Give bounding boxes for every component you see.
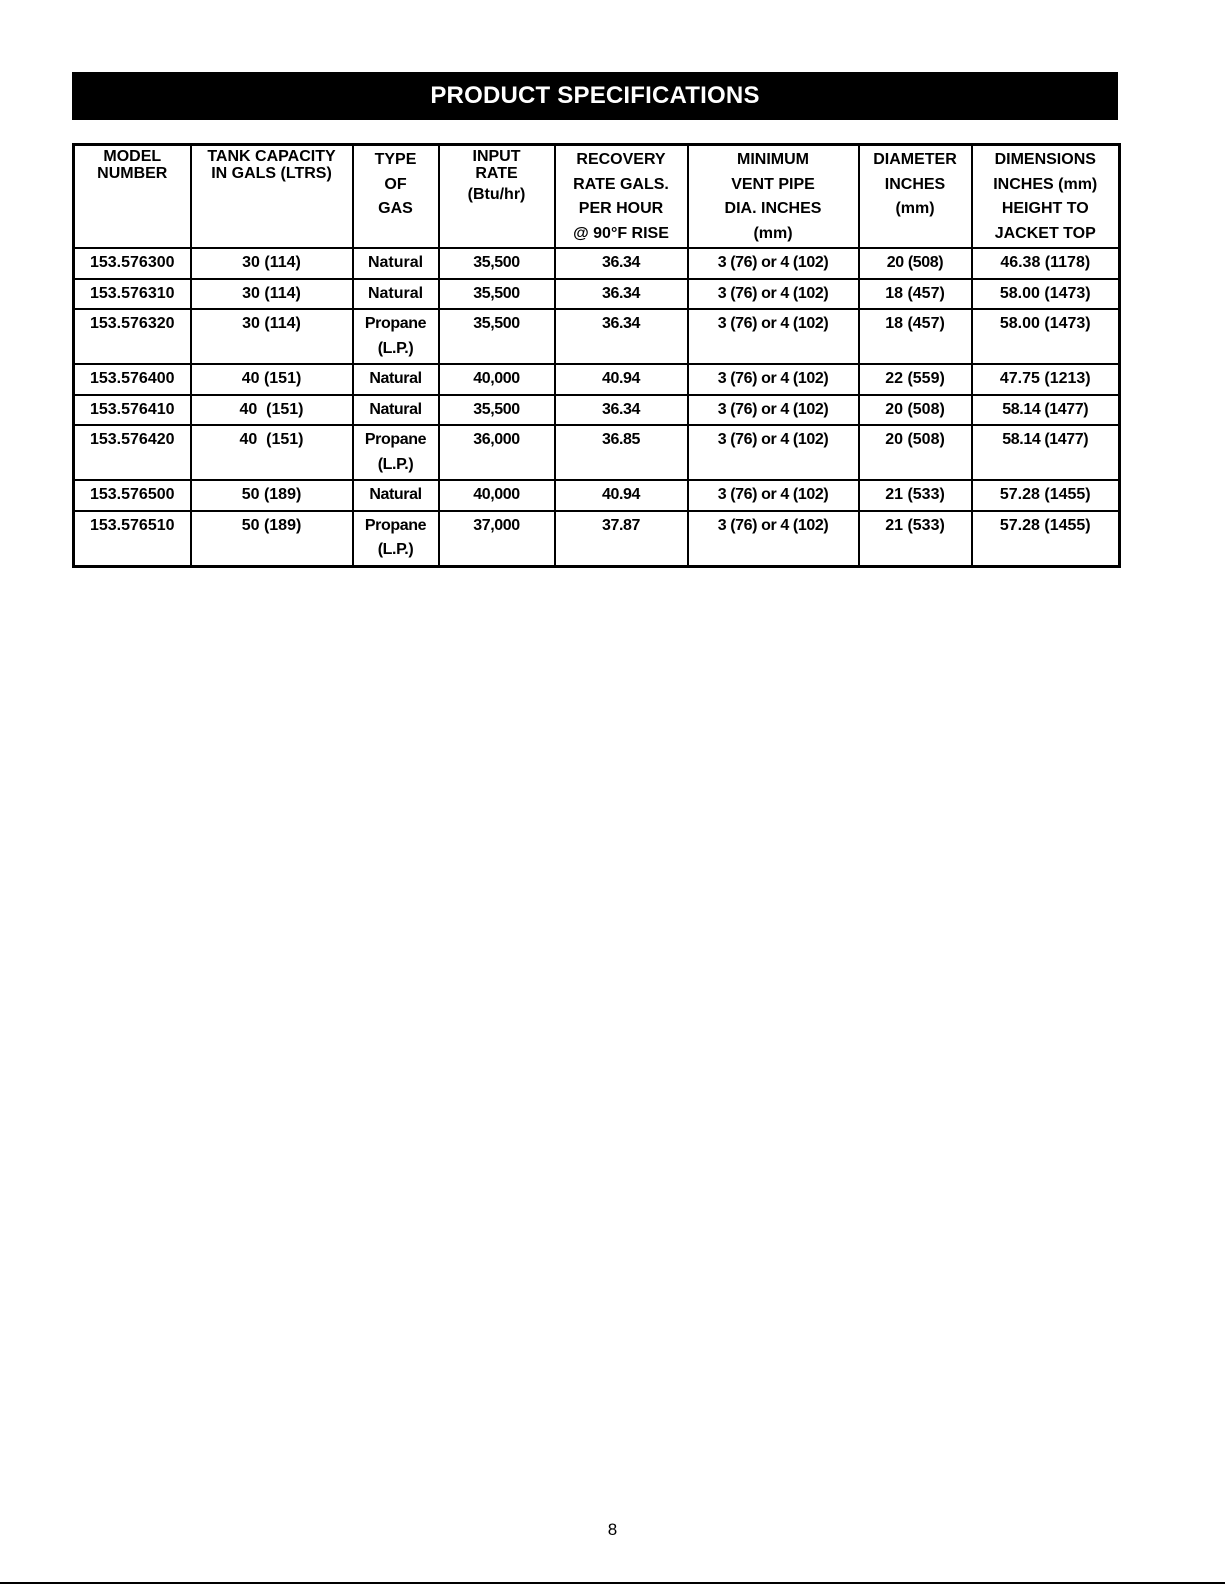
cell-tank-capacity: 40 (151)	[191, 395, 353, 426]
cell-model-number: 153.576410	[74, 395, 191, 426]
cell-diameter: 18 (457)	[859, 309, 972, 364]
cell-model-number: 153.576420	[74, 425, 191, 480]
cell-model-number: 153.576320	[74, 309, 191, 364]
cell-vent-pipe: 3 (76) or 4 (102)	[688, 248, 859, 279]
cell-diameter: 21 (533)	[859, 480, 972, 511]
cell-vent-pipe: 3 (76) or 4 (102)	[688, 364, 859, 395]
cell-height: 58.14 (1477)	[972, 395, 1120, 426]
cell-gas-type: Propane (L.P.)	[353, 511, 439, 567]
cell-input-rate: 35,500	[439, 395, 555, 426]
cell-tank-capacity: 40 (151)	[191, 425, 353, 480]
cell-recovery-rate: 36.34	[555, 395, 688, 426]
cell-gas-type: Propane (L.P.)	[353, 309, 439, 364]
header-recovery-rate: RECOVERY RATE GALS. PER HOUR @ 90°F RISE	[555, 145, 688, 249]
cell-vent-pipe: 3 (76) or 4 (102)	[688, 425, 859, 480]
cell-input-rate: 40,000	[439, 364, 555, 395]
table-row	[74, 425, 1120, 480]
cell-height: 58.14 (1477)	[972, 425, 1120, 480]
cell-height: 58.00 (1473)	[972, 279, 1120, 310]
table-row	[74, 309, 1120, 364]
table-header-row	[74, 145, 1120, 249]
cell-model-number: 153.576310	[74, 279, 191, 310]
cell-height: 46.38 (1178)	[972, 248, 1120, 279]
cell-height: 57.28 (1455)	[972, 511, 1120, 567]
cell-height: 47.75 (1213)	[972, 364, 1120, 395]
cell-recovery-rate: 40.94	[555, 364, 688, 395]
header-dimensions: DIMENSIONS INCHES (mm) HEIGHT TO JACKET TOP	[972, 145, 1120, 249]
cell-height: 58.00 (1473)	[972, 309, 1120, 364]
table-row	[74, 279, 1120, 310]
cell-recovery-rate: 37.87	[555, 511, 688, 567]
cell-diameter: 18 (457)	[859, 279, 972, 310]
cell-vent-pipe: 3 (76) or 4 (102)	[688, 395, 859, 426]
cell-vent-pipe: 3 (76) or 4 (102)	[688, 279, 859, 310]
cell-input-rate: 40,000	[439, 480, 555, 511]
cell-gas-type: Propane (L.P.)	[353, 425, 439, 480]
cell-gas-type: Natural	[353, 480, 439, 511]
table-row	[74, 395, 1120, 426]
cell-diameter: 20 (508)	[859, 425, 972, 480]
cell-recovery-rate: 36.85	[555, 425, 688, 480]
header-diameter: DIAMETER INCHES (mm)	[859, 145, 972, 249]
cell-tank-capacity: 50 (189)	[191, 480, 353, 511]
cell-recovery-rate: 36.34	[555, 279, 688, 310]
cell-gas-type: Natural	[353, 279, 439, 310]
table-row	[74, 364, 1120, 395]
header-type-of-gas: TYPE OF GAS	[353, 145, 439, 249]
cell-diameter: 22 (559)	[859, 364, 972, 395]
product-specifications-table	[72, 143, 1121, 568]
page-number: 8	[607, 1520, 618, 1539]
cell-height: 57.28 (1455)	[972, 480, 1120, 511]
bottom-rule	[0, 1582, 1225, 1584]
header-model-number: MODEL NUMBER	[74, 145, 191, 249]
cell-vent-pipe: 3 (76) or 4 (102)	[688, 480, 859, 511]
cell-gas-type: Natural	[353, 395, 439, 426]
cell-diameter: 20 (508)	[859, 395, 972, 426]
cell-input-rate: 35,500	[439, 248, 555, 279]
cell-input-rate: 35,500	[439, 309, 555, 364]
cell-tank-capacity: 30 (114)	[191, 309, 353, 364]
table-row	[74, 511, 1120, 567]
cell-tank-capacity: 30 (114)	[191, 248, 353, 279]
cell-recovery-rate: 36.34	[555, 309, 688, 364]
cell-vent-pipe: 3 (76) or 4 (102)	[688, 511, 859, 567]
cell-gas-type: Natural	[353, 364, 439, 395]
cell-diameter: 21 (533)	[859, 511, 972, 567]
cell-input-rate: 35,500	[439, 279, 555, 310]
cell-model-number: 153.576300	[74, 248, 191, 279]
header-minimum-vent-pipe: MINIMUM VENT PIPE DIA. INCHES (mm)	[688, 145, 859, 249]
header-input-rate: INPUT RATE (Btu/hr)	[439, 145, 555, 249]
table-row	[74, 480, 1120, 511]
page-title: PRODUCT SPECIFICATIONS	[72, 72, 1118, 120]
cell-tank-capacity: 30 (114)	[191, 279, 353, 310]
header-tank-capacity: TANK CAPACITY IN GALS (LTRS)	[191, 145, 353, 249]
cell-model-number: 153.576400	[74, 364, 191, 395]
cell-input-rate: 36,000	[439, 425, 555, 480]
cell-input-rate: 37,000	[439, 511, 555, 567]
cell-recovery-rate: 40.94	[555, 480, 688, 511]
cell-vent-pipe: 3 (76) or 4 (102)	[688, 309, 859, 364]
cell-tank-capacity: 50 (189)	[191, 511, 353, 567]
table-row	[74, 248, 1120, 279]
cell-recovery-rate: 36.34	[555, 248, 688, 279]
cell-model-number: 153.576500	[74, 480, 191, 511]
cell-tank-capacity: 40 (151)	[191, 364, 353, 395]
cell-gas-type: Natural	[353, 248, 439, 279]
cell-diameter: 20 (508)	[859, 248, 972, 279]
cell-model-number: 153.576510	[74, 511, 191, 567]
